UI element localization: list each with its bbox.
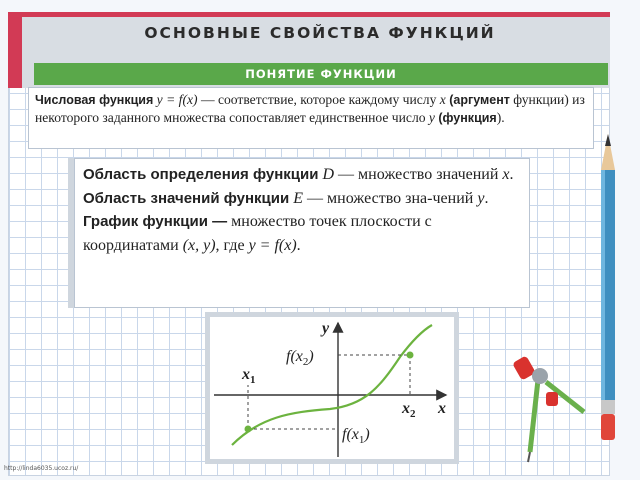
properties-box <box>74 158 530 308</box>
range-var: E <box>293 189 303 207</box>
x-axis-label: x <box>438 400 446 417</box>
argument-label: (аргумент <box>449 93 510 107</box>
graph-equation: y = f(x) <box>248 236 297 254</box>
range-y: y <box>477 189 485 207</box>
compass-icon <box>512 352 592 464</box>
x1-label: $x_1$ <box>242 366 256 386</box>
fx1-label: $f(x_1)$ <box>342 426 370 446</box>
graph-term: График функции — <box>83 213 228 230</box>
graph-text: множество точек плоскости с координатами <box>83 213 432 254</box>
pencil-icon <box>596 130 620 445</box>
range-end: . <box>484 189 489 207</box>
domain-x: x <box>502 166 510 183</box>
graph-definition <box>83 210 521 257</box>
graph-end: . <box>296 236 301 254</box>
definition-text-2: функции) из некоторого заданного множества сопоставляет единственное число <box>35 92 585 125</box>
function-label: (функция <box>438 111 497 125</box>
graph-coords: (x, y) <box>182 236 216 254</box>
function-graph <box>205 312 459 464</box>
definition-formula: y = f(x) <box>156 92 198 107</box>
graph-where: , где <box>215 236 249 254</box>
y-axis-label: y <box>322 320 330 337</box>
section-title: ПОНЯТИЕ ФУНКЦИИ <box>34 63 608 85</box>
function-graph-svg <box>210 317 454 459</box>
domain-var: D <box>322 166 335 183</box>
range-text: — множество зна-чений <box>303 189 478 207</box>
definition-var-y: y <box>428 110 435 125</box>
range-term: Область значений функции <box>83 189 290 207</box>
definition-text-1: — соответствие, которое каждому числу <box>197 92 440 107</box>
definition-var-x: x <box>439 92 446 107</box>
domain-end: . <box>509 166 514 183</box>
domain-term: Область определения функции <box>83 166 319 183</box>
credit-url: http://linda6035.ucoz.ru/ <box>4 465 79 472</box>
range-definition <box>83 187 521 211</box>
point-x1 <box>245 426 252 433</box>
definition-term: Числовая функция <box>35 93 154 107</box>
definition-text-3: ). <box>496 110 505 125</box>
domain-definition <box>83 163 521 187</box>
point-x2 <box>407 352 414 359</box>
function-curve <box>232 325 432 445</box>
domain-text: — множество значений <box>334 166 503 183</box>
definition-box <box>28 87 594 149</box>
fx2-label: $f(x_2)$ <box>286 348 314 368</box>
x2-label: $x_2$ <box>402 400 416 420</box>
slide-title: ОСНОВНЫЕ СВОЙСТВА ФУНКЦИЙ <box>144 24 496 42</box>
